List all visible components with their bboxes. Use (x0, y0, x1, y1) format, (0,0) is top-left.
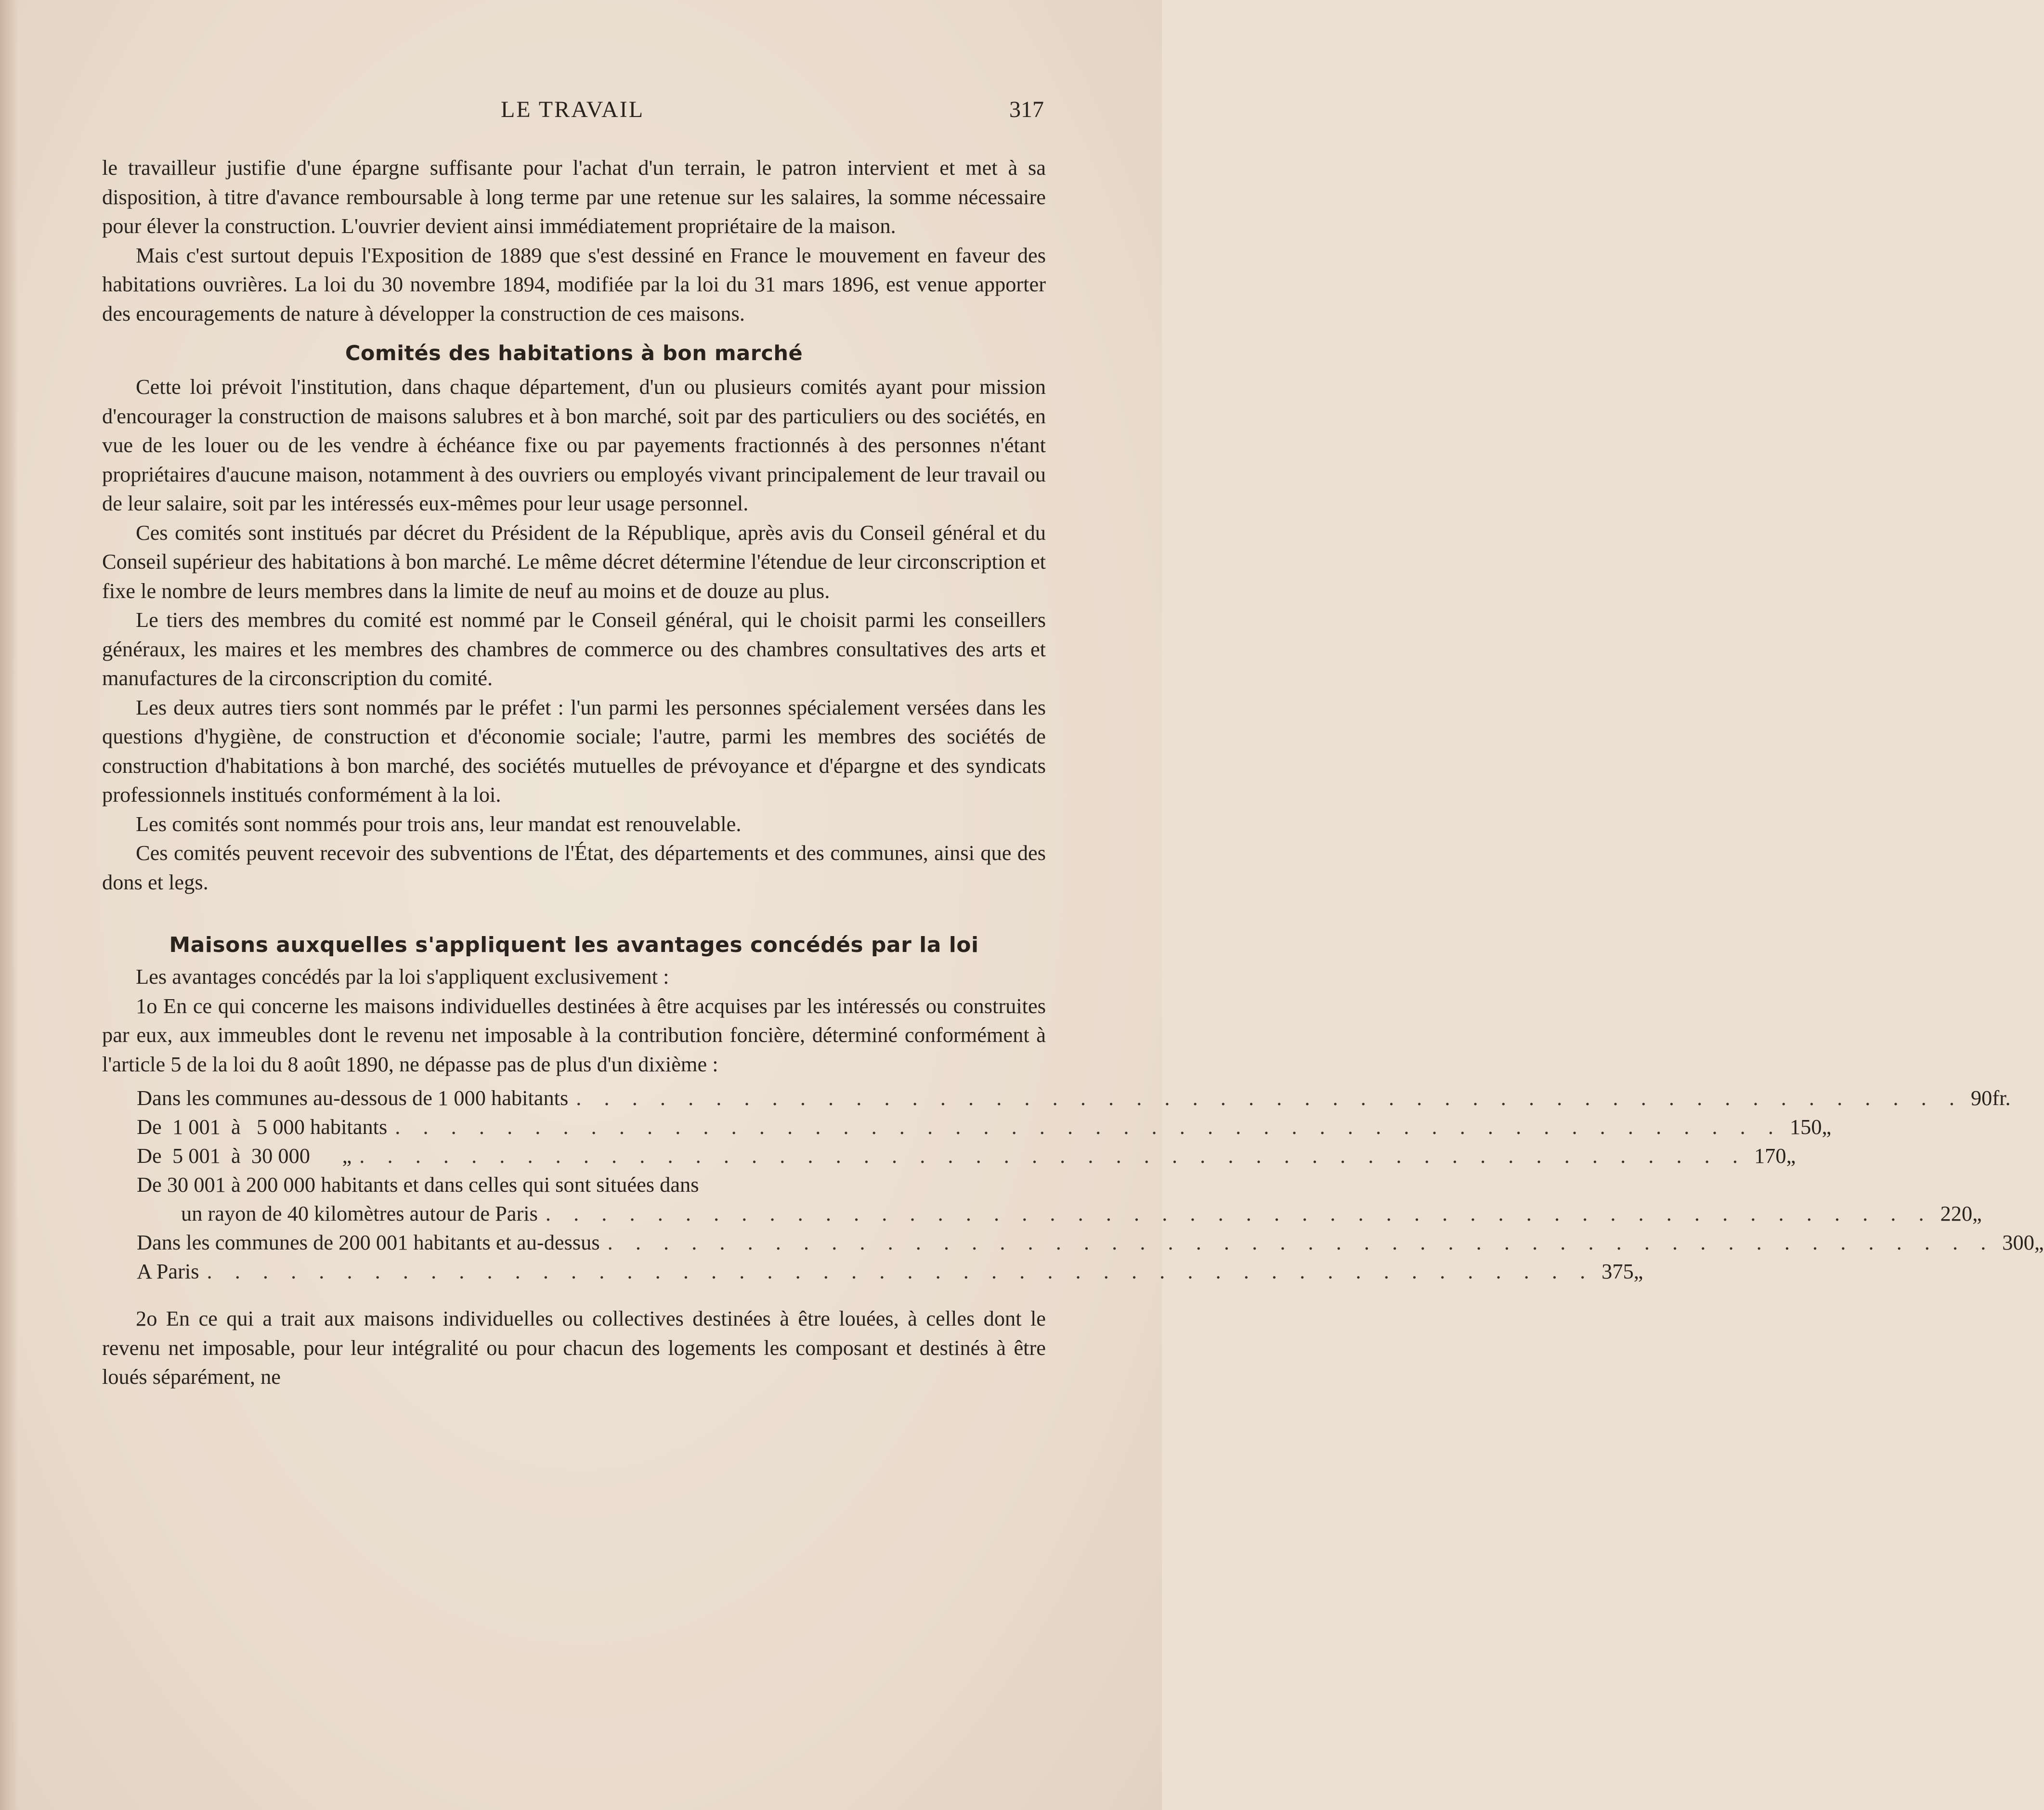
paragraph: Cette loi prévoit l'institution, dans chaque département, d'un ou plusieurs comités ayant pour mission d'encourager la construction de maisons salubres et à bon marché, soit par des particuliers ou des sociétés, en vue de les louer ou de les vendre à échéance fixe ou par payements fractionnés à des personnes n'étant propriétaires d'aucune maison, notamment à des ouvriers ou employés vivant principalement de leur travail ou de leur salaire, soit par les intéressés eux-mêmes pour leur usage personnel. (102, 375, 1046, 515)
paragraph: Le tiers des membres du comité est nommé par le Conseil général, qui le choisit parmi les conseillers généraux, les maires et les membres des chambres de commerce ou des chambres consultatives des arts et manufactures de la circonscription du comité. (102, 608, 1046, 690)
rate-label: De 1 001 à 5 000 habitants (137, 1115, 388, 1139)
leader-dots: . . . . . . . . . . . . . . . . . . . . . . . . . . . . . . . . . . . . . . . . . . . . . . . . . . (576, 1086, 1963, 1110)
rate-row (137, 1112, 1832, 1141)
leader-dots: . . . . . . . . . . . . . . . . . . . . . . . . . . . . . . . . . . . . . . . . . . . . . . . . . . (207, 1259, 1594, 1283)
rate-amount: 220 (1940, 1201, 1973, 1225)
rate-unit: „ (1972, 1201, 1982, 1225)
rate-amount: 375 (1601, 1259, 1634, 1283)
rate-row (137, 1257, 1643, 1286)
rate-unit: fr. (1992, 1086, 2011, 1110)
section-heading-maisons: Maisons auxquelles s'appliquent les avantages concédés par la loi (169, 933, 979, 957)
rate-amount: 90 (1970, 1086, 1992, 1110)
leader-dots: . . . . . . . . . . . . . . . . . . . . . . . . . . . . . . . . . . . . . . . . . . . . . . . . . . (545, 1201, 1933, 1225)
paragraph: 2o En ce qui a trait aux maisons individuelles ou collectives destinées à être louées, à celles dont le revenu net imposable, pour leur intégralité ou pour chacun des logements les composant et destinés à être loués séparément, ne (102, 1306, 1046, 1389)
rate-row (137, 1170, 1046, 1199)
paragraph: le travailleur justifie d'une épargne suffisante pour l'achat d'un terrain, le patron intervient et met à sa disposition, à titre d'avance remboursable à long terme par une retenue sur les salaires, la somme nécessaire pour élever la construction. L'ouvrier devient ainsi immédiatement propriétaire de la maison. (102, 156, 1046, 238)
page-number: 317 (1009, 97, 1044, 122)
leader-dots: . . . . . . . . . . . . . . . . . . . . . . . . . . . . . . . . . . . . . . . . . . . . . . . . . . (359, 1144, 1746, 1168)
rate-row (137, 1199, 1982, 1228)
paragraph: Ces comités peuvent recevoir des subventions de l'État, des départements et des communes, ainsi que des dons et legs. (102, 841, 1046, 894)
running-title: LE TRAVAIL (500, 97, 645, 122)
rate-amount: 300 (2002, 1230, 2034, 1254)
rate-row (137, 1228, 2044, 1257)
body-text (102, 153, 2044, 1392)
rate-row (137, 1141, 1796, 1170)
rate-unit: „ (1822, 1115, 1832, 1139)
rate-amount: 150 (1789, 1115, 1822, 1139)
page-binding-edge (0, 0, 18, 1810)
paragraph: Ces comités sont institués par décret du Président de la République, après avis du Conseil général et du Conseil supérieur des habitations à bon marché. Le même décret détermine l'étendue de leur circonscription et fixe le nombre de leurs membres dans la limite de neuf au moins et de douze au plus. (102, 520, 1046, 603)
rate-table (137, 1083, 2044, 1286)
paragraph: Les deux autres tiers sont nommés par le préfet : l'un parmi les personnes spécialement versées dans les questions d'hygiène, de construction et d'économie sociale; l'autre, parmi les membres des sociétés de construction d'habitations à bon marché, des sociétés mutuelles de prévoyance et d'épargne et des syndicats professionnels institués conformément à la loi. (102, 695, 1046, 807)
rate-label: A Paris (137, 1259, 199, 1283)
paragraph: Les avantages concédés par la loi s'appliquent exclusivement : (136, 964, 669, 989)
paragraph: 1o En ce qui concerne les maisons individuelles destinées à être acquises par les intéressés ou construites par eux, aux immeubles dont le revenu net imposable à la contribution foncière, déterminé conformément à l'article 5 de la loi du 8 août 1890, ne dépasse pas de plus d'un dixième : (102, 993, 1046, 1076)
rate-amount: 170 (1754, 1144, 1786, 1168)
rate-label: un rayon de 40 kilomètres autour de Paris (181, 1201, 538, 1225)
leader-dots: . . . . . . . . . . . . . . . . . . . . . . . . . . . . . . . . . . . . . . . . . . . . . . . . . . (607, 1230, 1995, 1254)
leader-dots: . . . . . . . . . . . . . . . . . . . . . . . . . . . . . . . . . . . . . . . . . . . . . . . . . . (395, 1115, 1782, 1139)
section-heading-comites: Comités des habitations à bon marché (345, 341, 803, 365)
rate-label: De 5 001 à 30 000 „ (137, 1144, 352, 1168)
rate-label: Dans les communes de 200 001 habitants et au-dessus (137, 1230, 600, 1254)
rate-unit: „ (1633, 1259, 1643, 1283)
paragraph: Les comités sont nommés pour trois ans, leur mandat est renouvelable. (136, 811, 742, 836)
page-header (101, 96, 1044, 130)
rate-unit: „ (1786, 1144, 1796, 1168)
rate-label: De 30 001 à 200 000 habitants et dans celles qui sont situées dans (137, 1172, 699, 1197)
rate-unit: „ (2034, 1230, 2044, 1254)
paragraph: Mais c'est surtout depuis l'Exposition de 1889 que s'est dessiné en France le mouvement en faveur des habitations ouvrières. La loi du 30 novembre 1894, modifiée par la loi du 31 mars 1896, est venue apporter des encouragements de nature à développer la construction de ces maisons. (102, 243, 1046, 326)
rate-row (137, 1083, 2011, 1112)
rate-label: Dans les communes au-dessous de 1 000 habitants (137, 1086, 569, 1110)
